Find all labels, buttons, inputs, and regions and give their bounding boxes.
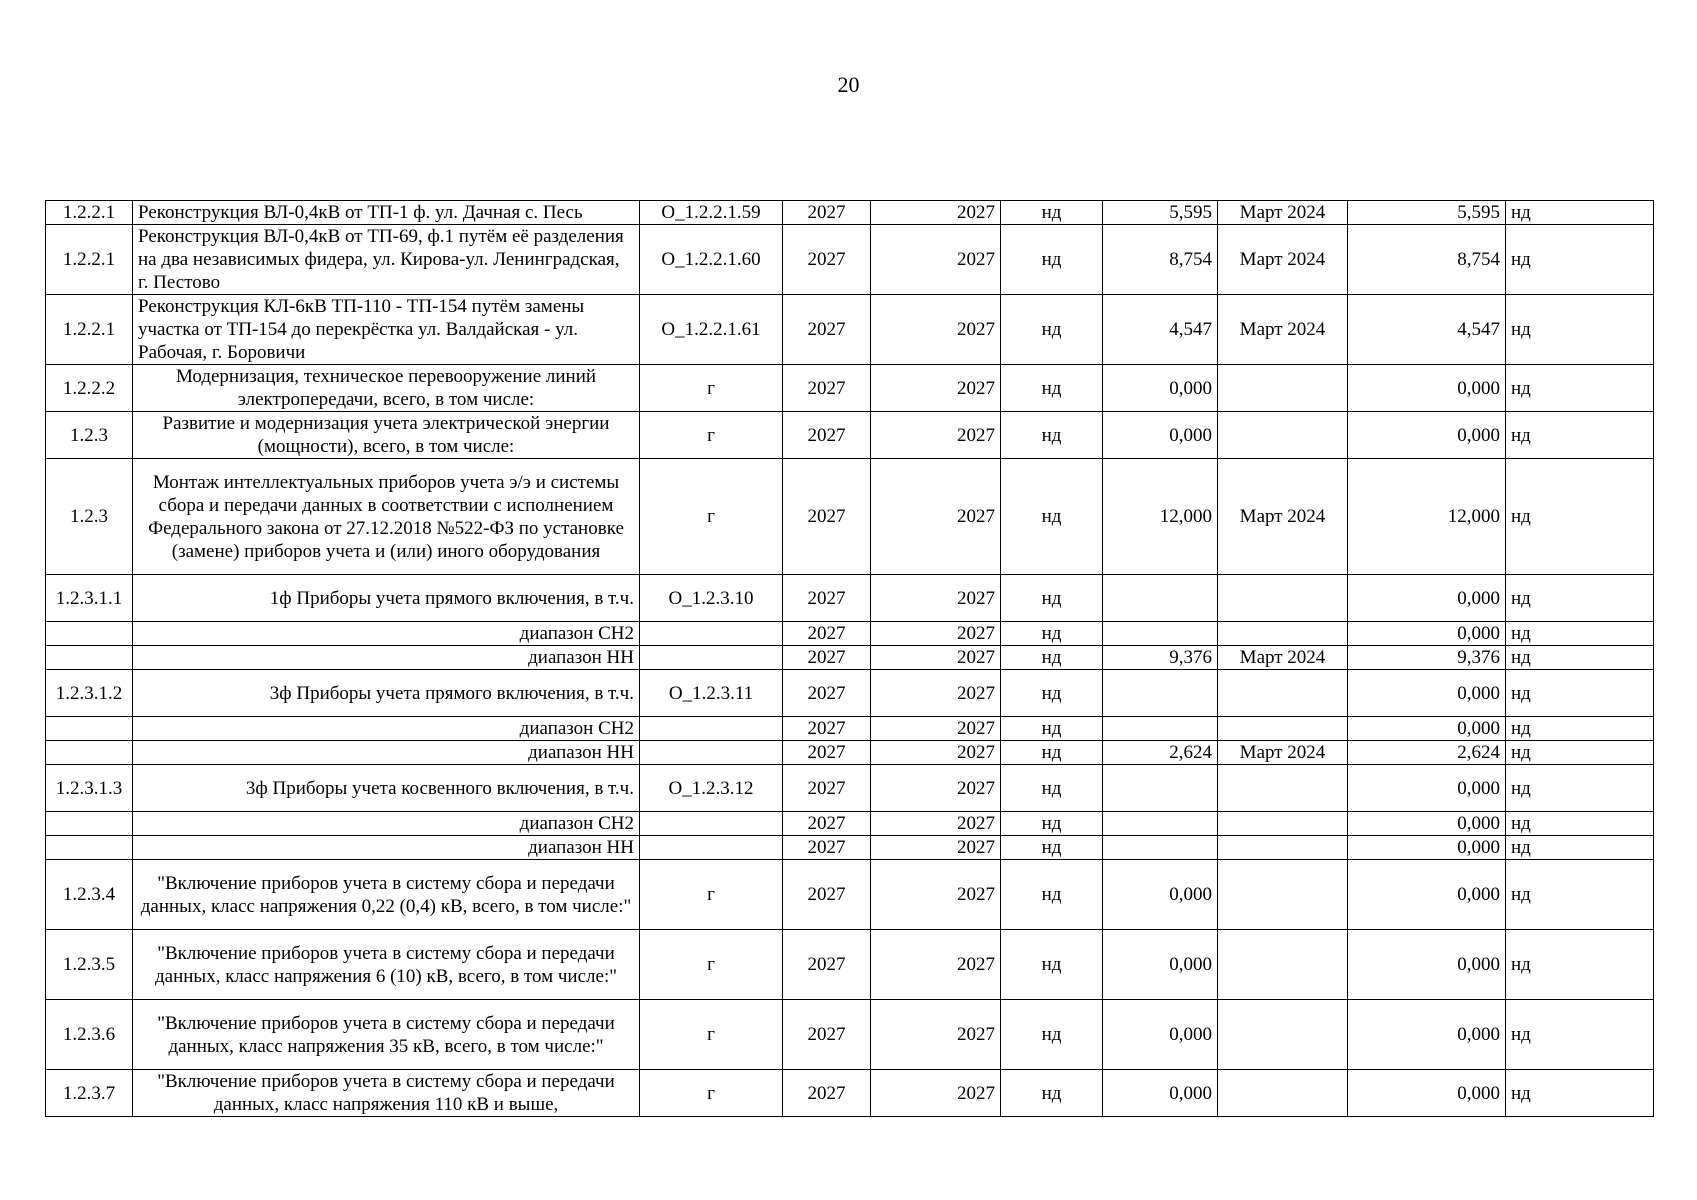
item-code bbox=[640, 741, 783, 765]
item-code: О_1.2.2.1.60 bbox=[640, 225, 783, 295]
nd-marker: нд bbox=[1001, 201, 1103, 225]
item-name: "Включение приборов учета в систему сбора и передачи данных, класс напряжения 35 кВ, всего, в том числе:" bbox=[133, 1000, 640, 1070]
nd-marker-2: нд bbox=[1506, 836, 1654, 860]
nd-marker-2: нд bbox=[1506, 646, 1654, 670]
nd-marker: нд bbox=[1001, 1070, 1103, 1117]
start-year: 2027 bbox=[783, 836, 871, 860]
row-number: 1.2.3 bbox=[46, 459, 133, 575]
cost-value: 9,376 bbox=[1103, 646, 1218, 670]
nd-marker: нд bbox=[1001, 670, 1103, 717]
start-year: 2027 bbox=[783, 1000, 871, 1070]
row-number: 1.2.2.1 bbox=[46, 201, 133, 225]
cost-value bbox=[1103, 717, 1218, 741]
end-year: 2027 bbox=[871, 201, 1001, 225]
price-date bbox=[1218, 765, 1348, 812]
nd-marker: нд bbox=[1001, 836, 1103, 860]
nd-marker: нд bbox=[1001, 365, 1103, 412]
start-year: 2027 bbox=[783, 646, 871, 670]
end-year: 2027 bbox=[871, 412, 1001, 459]
row-number: 1.2.3.1.3 bbox=[46, 765, 133, 812]
end-year: 2027 bbox=[871, 365, 1001, 412]
start-year: 2027 bbox=[783, 201, 871, 225]
table-row bbox=[46, 717, 1654, 741]
page-number: 20 bbox=[837, 72, 860, 97]
total-value: 0,000 bbox=[1348, 812, 1506, 836]
cost-value: 0,000 bbox=[1103, 1000, 1218, 1070]
item-name: Модернизация, техническое перевооружение линий электропередачи, всего, в том числе: bbox=[133, 365, 640, 412]
start-year: 2027 bbox=[783, 225, 871, 295]
price-date: Март 2024 bbox=[1218, 295, 1348, 365]
start-year: 2027 bbox=[783, 717, 871, 741]
price-date: Март 2024 bbox=[1218, 225, 1348, 295]
item-code: г bbox=[640, 459, 783, 575]
start-year: 2027 bbox=[783, 670, 871, 717]
cost-value bbox=[1103, 670, 1218, 717]
nd-marker: нд bbox=[1001, 812, 1103, 836]
price-date: Март 2024 bbox=[1218, 201, 1348, 225]
total-value: 0,000 bbox=[1348, 860, 1506, 930]
total-value: 4,547 bbox=[1348, 295, 1506, 365]
price-date bbox=[1218, 836, 1348, 860]
total-value: 0,000 bbox=[1348, 670, 1506, 717]
table-row bbox=[46, 930, 1654, 1000]
nd-marker-2: нд bbox=[1506, 575, 1654, 622]
end-year: 2027 bbox=[871, 225, 1001, 295]
total-value: 5,595 bbox=[1348, 201, 1506, 225]
total-value: 0,000 bbox=[1348, 575, 1506, 622]
item-code: О_1.2.2.1.61 bbox=[640, 295, 783, 365]
end-year: 2027 bbox=[871, 717, 1001, 741]
nd-marker: нд bbox=[1001, 765, 1103, 812]
end-year: 2027 bbox=[871, 765, 1001, 812]
total-value: 0,000 bbox=[1348, 1000, 1506, 1070]
nd-marker-2: нд bbox=[1506, 860, 1654, 930]
nd-marker-2: нд bbox=[1506, 459, 1654, 575]
item-code bbox=[640, 622, 783, 646]
row-number: 1.2.3.4 bbox=[46, 860, 133, 930]
row-number: 1.2.3.6 bbox=[46, 1000, 133, 1070]
table-row bbox=[46, 365, 1654, 412]
item-name: 3ф Приборы учета косвенного включения, в т.ч. bbox=[133, 765, 640, 812]
nd-marker-2: нд bbox=[1506, 365, 1654, 412]
item-name: Монтаж интеллектуальных приборов учета э/э и системы сбора и передачи данных в соответствии с исполнением Федерального закона от 27.12.2018 №522-ФЗ по установке (замене) приборов учета и (или) иного оборудования bbox=[133, 459, 640, 575]
table-row bbox=[46, 765, 1654, 812]
start-year: 2027 bbox=[783, 622, 871, 646]
item-code: О_1.2.3.12 bbox=[640, 765, 783, 812]
price-date bbox=[1218, 670, 1348, 717]
item-code: г bbox=[640, 412, 783, 459]
table-row bbox=[46, 1070, 1654, 1117]
item-name: Реконструкция ВЛ-0,4кВ от ТП-1 ф. ул. Дачная с. Песь bbox=[133, 201, 640, 225]
table-row bbox=[46, 459, 1654, 575]
price-date bbox=[1218, 1070, 1348, 1117]
nd-marker-2: нд bbox=[1506, 201, 1654, 225]
nd-marker-2: нд bbox=[1506, 1070, 1654, 1117]
row-number bbox=[46, 717, 133, 741]
total-value: 0,000 bbox=[1348, 622, 1506, 646]
row-number: 1.2.3.1.1 bbox=[46, 575, 133, 622]
cost-value: 0,000 bbox=[1103, 412, 1218, 459]
nd-marker-2: нд bbox=[1506, 741, 1654, 765]
nd-marker: нд bbox=[1001, 412, 1103, 459]
total-value: 0,000 bbox=[1348, 412, 1506, 459]
row-number: 1.2.3.7 bbox=[46, 1070, 133, 1117]
start-year: 2027 bbox=[783, 860, 871, 930]
table-row bbox=[46, 201, 1654, 225]
cost-value: 0,000 bbox=[1103, 365, 1218, 412]
item-code: г bbox=[640, 365, 783, 412]
item-name: диапазон СН2 bbox=[133, 717, 640, 741]
investment-table bbox=[45, 200, 1654, 1117]
nd-marker: нд bbox=[1001, 646, 1103, 670]
total-value: 0,000 bbox=[1348, 765, 1506, 812]
nd-marker: нд bbox=[1001, 717, 1103, 741]
end-year: 2027 bbox=[871, 646, 1001, 670]
price-date: Март 2024 bbox=[1218, 646, 1348, 670]
total-value: 0,000 bbox=[1348, 1070, 1506, 1117]
end-year: 2027 bbox=[871, 741, 1001, 765]
cost-value bbox=[1103, 575, 1218, 622]
item-name: Реконструкция КЛ-6кВ ТП-110 - ТП-154 путём замены участка от ТП-154 до перекрёстка ул. Валдайская - ул. Рабочая, г. Боровичи bbox=[133, 295, 640, 365]
nd-marker: нд bbox=[1001, 575, 1103, 622]
item-name: диапазон СН2 bbox=[133, 622, 640, 646]
total-value: 9,376 bbox=[1348, 646, 1506, 670]
nd-marker: нд bbox=[1001, 295, 1103, 365]
end-year: 2027 bbox=[871, 459, 1001, 575]
table-row bbox=[46, 1000, 1654, 1070]
nd-marker-2: нд bbox=[1506, 225, 1654, 295]
price-date bbox=[1218, 365, 1348, 412]
item-code bbox=[640, 812, 783, 836]
table-row bbox=[46, 812, 1654, 836]
start-year: 2027 bbox=[783, 930, 871, 1000]
end-year: 2027 bbox=[871, 670, 1001, 717]
price-date bbox=[1218, 622, 1348, 646]
nd-marker-2: нд bbox=[1506, 765, 1654, 812]
item-code: О_1.2.3.11 bbox=[640, 670, 783, 717]
total-value: 8,754 bbox=[1348, 225, 1506, 295]
total-value: 0,000 bbox=[1348, 930, 1506, 1000]
price-date bbox=[1218, 575, 1348, 622]
cost-value: 2,624 bbox=[1103, 741, 1218, 765]
total-value: 2,624 bbox=[1348, 741, 1506, 765]
nd-marker-2: нд bbox=[1506, 717, 1654, 741]
end-year: 2027 bbox=[871, 1070, 1001, 1117]
item-code: О_1.2.2.1.59 bbox=[640, 201, 783, 225]
nd-marker-2: нд bbox=[1506, 930, 1654, 1000]
total-value: 0,000 bbox=[1348, 365, 1506, 412]
end-year: 2027 bbox=[871, 860, 1001, 930]
start-year: 2027 bbox=[783, 812, 871, 836]
table-row bbox=[46, 646, 1654, 670]
nd-marker-2: нд bbox=[1506, 670, 1654, 717]
start-year: 2027 bbox=[783, 412, 871, 459]
price-date bbox=[1218, 812, 1348, 836]
row-number bbox=[46, 622, 133, 646]
price-date: Март 2024 bbox=[1218, 741, 1348, 765]
row-number: 1.2.2.2 bbox=[46, 365, 133, 412]
cost-value bbox=[1103, 836, 1218, 860]
nd-marker: нд bbox=[1001, 860, 1103, 930]
row-number: 1.2.2.1 bbox=[46, 295, 133, 365]
cost-value: 12,000 bbox=[1103, 459, 1218, 575]
table-row bbox=[46, 622, 1654, 646]
row-number bbox=[46, 836, 133, 860]
end-year: 2027 bbox=[871, 295, 1001, 365]
nd-marker-2: нд bbox=[1506, 295, 1654, 365]
item-name: Реконструкция ВЛ-0,4кВ от ТП-69, ф.1 путём её разделения на два независимых фидера, ул. Кирова-ул. Ленинградская, г. Пестово bbox=[133, 225, 640, 295]
cost-value: 0,000 bbox=[1103, 1070, 1218, 1117]
row-number bbox=[46, 646, 133, 670]
nd-marker-2: нд bbox=[1506, 622, 1654, 646]
row-number bbox=[46, 741, 133, 765]
nd-marker: нд bbox=[1001, 741, 1103, 765]
cost-value: 5,595 bbox=[1103, 201, 1218, 225]
end-year: 2027 bbox=[871, 930, 1001, 1000]
cost-value: 4,547 bbox=[1103, 295, 1218, 365]
item-name: диапазон НН bbox=[133, 646, 640, 670]
item-name: "Включение приборов учета в систему сбора и передачи данных, класс напряжения 110 кВ и выше, bbox=[133, 1070, 640, 1117]
table-row bbox=[46, 741, 1654, 765]
start-year: 2027 bbox=[783, 459, 871, 575]
row-number: 1.2.3.5 bbox=[46, 930, 133, 1000]
start-year: 2027 bbox=[783, 365, 871, 412]
row-number: 1.2.2.1 bbox=[46, 225, 133, 295]
item-name: диапазон НН bbox=[133, 741, 640, 765]
item-code bbox=[640, 646, 783, 670]
price-date bbox=[1218, 1000, 1348, 1070]
item-code: О_1.2.3.10 bbox=[640, 575, 783, 622]
item-code: г bbox=[640, 930, 783, 1000]
nd-marker-2: нд bbox=[1506, 412, 1654, 459]
table-row bbox=[46, 295, 1654, 365]
item-code bbox=[640, 836, 783, 860]
nd-marker: нд bbox=[1001, 930, 1103, 1000]
row-number bbox=[46, 812, 133, 836]
total-value: 12,000 bbox=[1348, 459, 1506, 575]
item-code: г bbox=[640, 1070, 783, 1117]
nd-marker: нд bbox=[1001, 1000, 1103, 1070]
table-row bbox=[46, 575, 1654, 622]
item-name: диапазон СН2 bbox=[133, 812, 640, 836]
row-number: 1.2.3 bbox=[46, 412, 133, 459]
item-name: Развитие и модернизация учета электрической энергии (мощности), всего, в том числе: bbox=[133, 412, 640, 459]
start-year: 2027 bbox=[783, 295, 871, 365]
start-year: 2027 bbox=[783, 741, 871, 765]
nd-marker: нд bbox=[1001, 622, 1103, 646]
table-row bbox=[46, 860, 1654, 930]
cost-value: 0,000 bbox=[1103, 860, 1218, 930]
start-year: 2027 bbox=[783, 575, 871, 622]
end-year: 2027 bbox=[871, 812, 1001, 836]
total-value: 0,000 bbox=[1348, 836, 1506, 860]
item-code bbox=[640, 717, 783, 741]
price-date bbox=[1218, 412, 1348, 459]
item-code: г bbox=[640, 1000, 783, 1070]
table-row bbox=[46, 836, 1654, 860]
cost-value: 0,000 bbox=[1103, 930, 1218, 1000]
item-name: "Включение приборов учета в систему сбора и передачи данных, класс напряжения 6 (10) кВ, всего, в том числе:" bbox=[133, 930, 640, 1000]
table-row bbox=[46, 412, 1654, 459]
cost-value bbox=[1103, 812, 1218, 836]
cost-value bbox=[1103, 765, 1218, 812]
end-year: 2027 bbox=[871, 575, 1001, 622]
table-body bbox=[46, 201, 1654, 1117]
item-code: г bbox=[640, 860, 783, 930]
cost-value: 8,754 bbox=[1103, 225, 1218, 295]
item-name: 3ф Приборы учета прямого включения, в т.ч. bbox=[133, 670, 640, 717]
table-row bbox=[46, 225, 1654, 295]
nd-marker: нд bbox=[1001, 459, 1103, 575]
table-row bbox=[46, 670, 1654, 717]
total-value: 0,000 bbox=[1348, 717, 1506, 741]
start-year: 2027 bbox=[783, 765, 871, 812]
item-name: диапазон НН bbox=[133, 836, 640, 860]
nd-marker-2: нд bbox=[1506, 812, 1654, 836]
item-name: 1ф Приборы учета прямого включения, в т.ч. bbox=[133, 575, 640, 622]
cost-value bbox=[1103, 622, 1218, 646]
item-name: "Включение приборов учета в систему сбора и передачи данных, класс напряжения 0,22 (0,4) кВ, всего, в том числе:" bbox=[133, 860, 640, 930]
price-date bbox=[1218, 717, 1348, 741]
price-date: Март 2024 bbox=[1218, 459, 1348, 575]
nd-marker: нд bbox=[1001, 225, 1103, 295]
row-number: 1.2.3.1.2 bbox=[46, 670, 133, 717]
nd-marker-2: нд bbox=[1506, 1000, 1654, 1070]
end-year: 2027 bbox=[871, 836, 1001, 860]
end-year: 2027 bbox=[871, 1000, 1001, 1070]
price-date bbox=[1218, 860, 1348, 930]
start-year: 2027 bbox=[783, 1070, 871, 1117]
price-date bbox=[1218, 930, 1348, 1000]
end-year: 2027 bbox=[871, 622, 1001, 646]
